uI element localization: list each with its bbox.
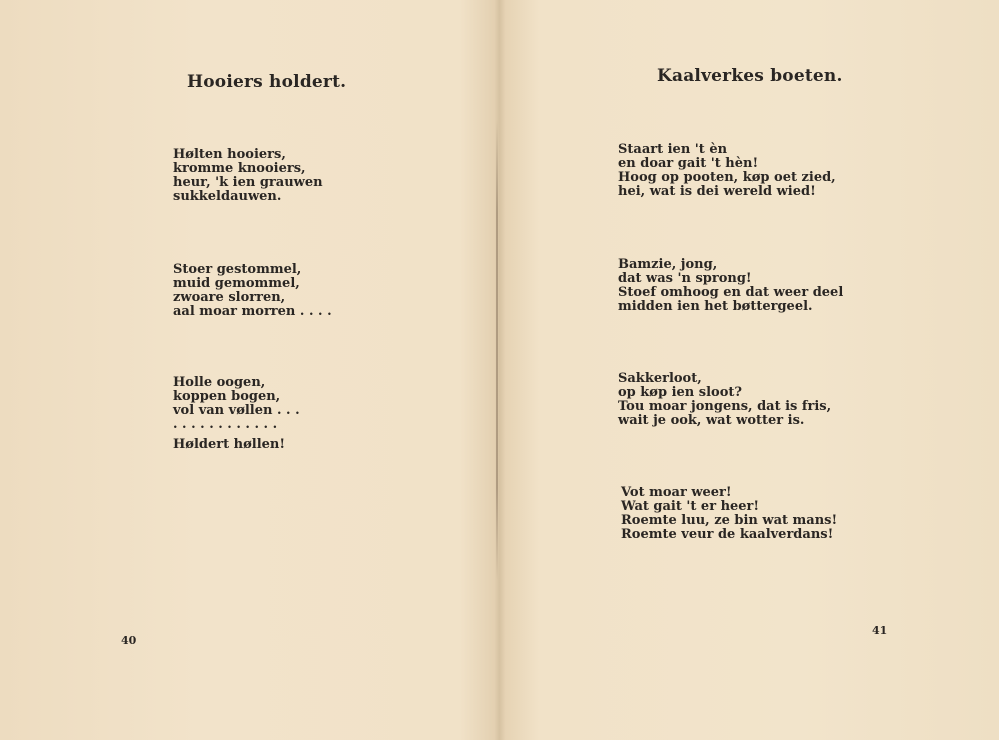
poem-line: Hoog op pooten, køp oet zied, — [618, 170, 836, 185]
poem-line: Stoef omhoog en dat weer deel — [618, 285, 844, 300]
poem-line: Høldert høllen! — [173, 437, 286, 452]
poem-line: Roemte veur de kaalverdans! — [621, 527, 834, 542]
poem-line: heur, 'k ien grauwen — [173, 175, 323, 190]
poem-line: wait je ook, wat wotter is. — [618, 413, 805, 428]
page-number: 40 — [121, 634, 137, 647]
poem-line: Bamzie, jong, — [618, 257, 718, 272]
poem-line: Vot moar weer! — [621, 485, 732, 500]
poem-stanza — [621, 486, 837, 542]
poem-line: Staart ien 't èn — [618, 142, 728, 157]
right-page — [500, 0, 999, 740]
poem-line: zwoare slorren, — [173, 290, 286, 305]
poem-line: muid gemommel, — [173, 276, 300, 291]
poem-line: dat was 'n sprong! — [618, 271, 752, 286]
poem-line: Wat gait 't er heer! — [621, 499, 760, 514]
poem-line: op køp ien sloot? — [618, 385, 742, 400]
poem-line: Hølten hooiers, — [173, 147, 286, 162]
poem-stanza — [618, 143, 836, 199]
poem-line: kromme knooiers, — [173, 161, 306, 176]
poem-line: hei, wat is dei wereld wied! — [618, 184, 816, 199]
poem-line: Holle oogen, — [173, 375, 266, 390]
poem-line: Stoer gestommel, — [173, 262, 302, 277]
poem-stanza — [173, 376, 300, 452]
poem-line: sukkeldauwen. — [173, 189, 282, 204]
poem-line: vol van vøllen . . . — [173, 403, 300, 418]
poem-stanza — [618, 372, 831, 428]
poem-title: Kaalverkes boeten. — [657, 66, 843, 86]
poem-line: Tou moar jongens, dat is fris, — [618, 399, 832, 414]
page-number: 41 — [872, 624, 888, 637]
poem-line: Sakkerloot, — [618, 371, 702, 386]
poem-line: aal moar morren . . . . — [173, 304, 332, 319]
left-page — [0, 0, 497, 740]
poem-line: Roemte luu, ze bin wat mans! — [621, 513, 838, 528]
poem-ellipsis-line: . . . . . . . . . . . . — [173, 417, 278, 432]
poem-title: Hooiers holdert. — [187, 72, 347, 92]
poem-line: midden ien het bøttergeel. — [618, 299, 813, 314]
poem-line: en doar gait 't hèn! — [618, 156, 759, 171]
poem-stanza — [618, 258, 843, 314]
poem-stanza — [173, 263, 332, 319]
poem-line: koppen bogen, — [173, 389, 281, 404]
poem-stanza — [173, 148, 323, 204]
